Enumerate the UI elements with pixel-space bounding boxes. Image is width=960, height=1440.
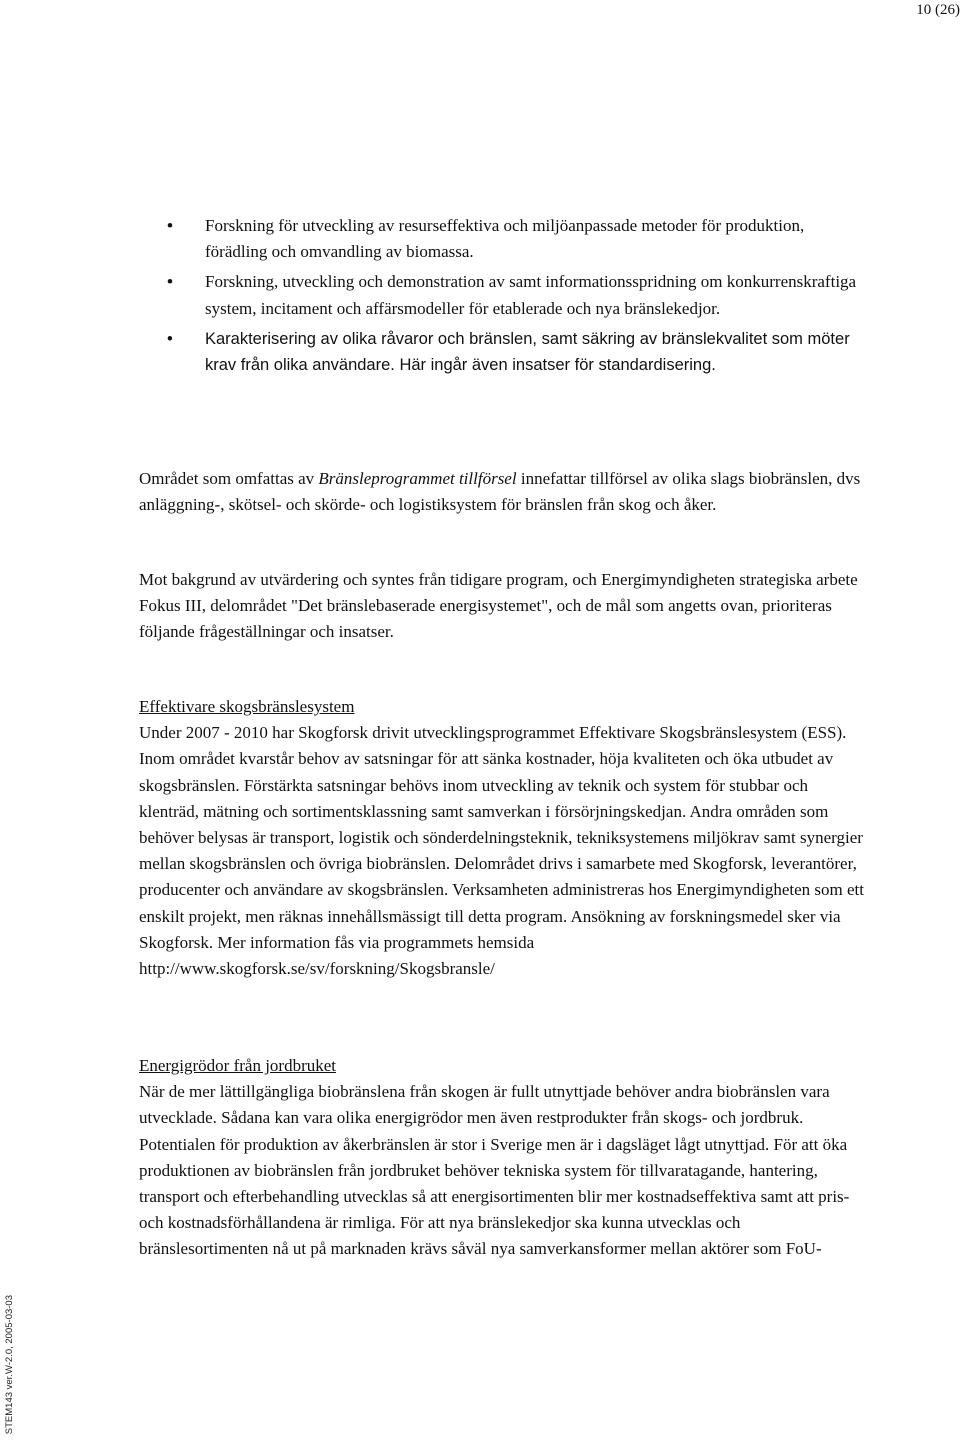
bullet-text: Forskning, utveckling och demonstration av samt informationsspridning om konkurrenskraftiga system, incitament och affärsmodeller för etablerade och nya bränslekedjor. <box>205 272 857 318</box>
program-name: Bränsleprogrammet tillförsel <box>318 469 517 488</box>
scope-text-after: innefattar tillförsel av olika slags biobränslen, dvs anläggning-, skötsel- och skörde- och logistiksystem för bränslen från skog och åker. <box>139 469 861 515</box>
bullet-icon: • <box>167 216 173 235</box>
bullet-item <box>163 269 863 321</box>
bullet-icon: • <box>167 272 173 292</box>
bullet-text: Karakterisering av olika råvaror och bränslen, samt säkring av bränslekvalitet som möter krav från olika användare. Här ingår även insatser för standardisering. <box>205 329 850 375</box>
section-body: Under 2007 - 2010 har Skogforsk drivit utvecklingsprogrammet Effektivare Skogsbränslesystem (ESS). Inom området kvarstår behov av satsningar för att sänka kostnader, höja kvaliteten och öka utbudet av skogsbränslen. Förstärkta satsningar behövs inom utveckling av teknik och system för stubbar och klenträd, mätning och sortimentsklassning samt samverkan i försörjningskedjan. Andra områden som behöver belysas är transport, logistik och sönderdelningsteknik, tekniksystemens miljökrav samt synergier mellan skogsbränslen och övriga biobränslen. Delområdet drivs i samarbete med Skogforsk, leverantörer, producenter och användare av skogsbränslen. Verksamheten administreras hos Energimyndigheten som ett enskilt projekt, men räknas innehållsmässigt till detta program. Ansökning av forskningsmedel sker via Skogforsk. Mer information fås via programmets hemsida http://www.skogforsk.se/sv/forskning/Skogsbransle/ <box>139 723 864 979</box>
bullet-item <box>163 213 863 265</box>
section-body: När de mer lättillgängliga biobränslena från skogen är fullt utnyttjade behöver andra biobränslen vara utvecklade. Sådana kan vara olika energigrödor men även restprodukter från skogs- och jordbruk. Potentialen för produktion av åkerbränslen är stor i Sverige men är i dagsläget lågt utnyttjad. För att öka produktionen av biobränslen från jordbruket behöver tekniska system för tillvaratagande, hantering, transport och efterbehandling utvecklas så att energisortimenten blir mer kostnadseffektiva samt att pris- och kostnadsförhållandena är rimliga. För att nya bränslekedjor ska kunna utvecklas och bränslesortimenten nå ut på marknaden krävs såväl nya samverkansformer mellan aktörer som FoU- <box>139 1082 850 1259</box>
bullet-list <box>163 213 863 382</box>
bullet-item <box>163 326 863 378</box>
bullet-icon: • <box>167 329 173 348</box>
scope-text-before: Området som omfattas av <box>139 469 319 488</box>
scope-paragraph <box>139 466 869 518</box>
section-heading: Energigrödor från jordbruket <box>139 1056 337 1075</box>
forest-section <box>139 694 869 982</box>
document-version-stamp: STEM143 ver.W-2.0, 2005-03-03 <box>4 1294 15 1434</box>
page-number: 10 (26) <box>916 2 960 18</box>
background-paragraph: Mot bakgrund av utvärdering och syntes från tidigare program, och Energimyndigheten strategiska arbete Fokus III, delområdet "Det bränslebaserade energisystemet", och de mål som angetts ovan, prioriteras följande frågeställningar och insatser. <box>139 570 858 642</box>
agri-section <box>139 1053 869 1263</box>
bullet-text: Forskning för utveckling av resurseffektiva och miljöanpassade metoder för produktion, förädling och omvandling av biomassa. <box>205 216 805 262</box>
section-heading: Effektivare skogsbränslesystem <box>139 697 355 716</box>
